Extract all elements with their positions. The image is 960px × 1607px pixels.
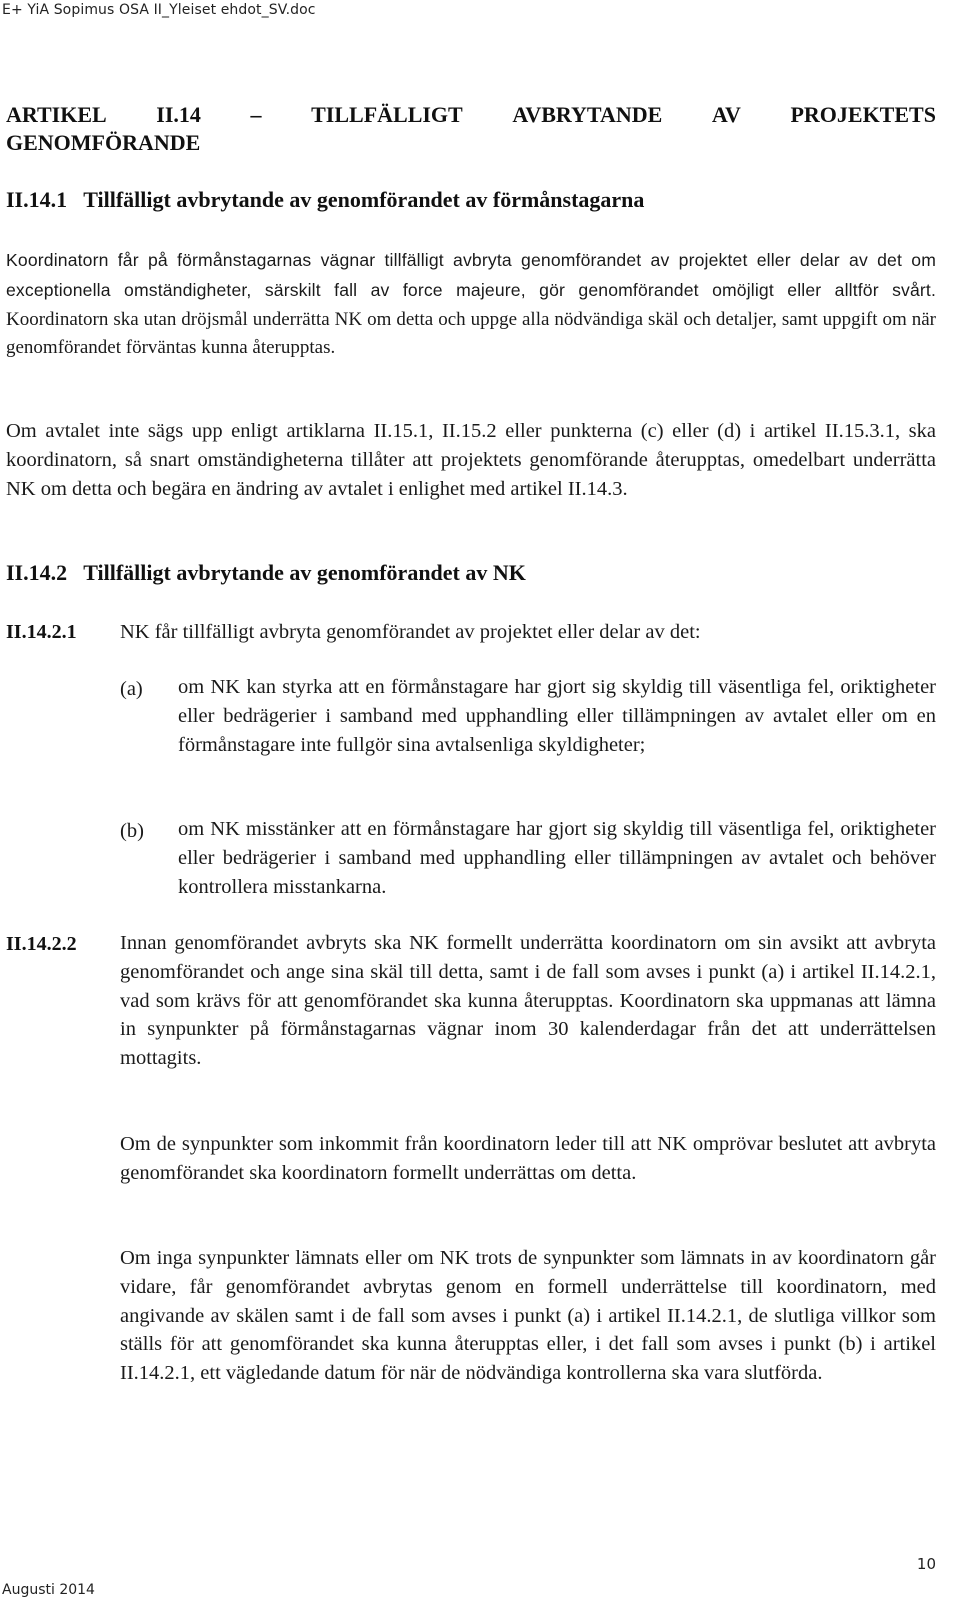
article-title-line1 [6, 101, 936, 129]
document-filename: E+ YiA Sopimus OSA II_Yleiset ehdot_SV.doc [2, 2, 316, 18]
subsection-paragraph-2: Om de synpunkter som inkommit från koordinatorn leder till att NK omprövar beslutet att avbryta genomförandet ska koordinatorn formellt underrättas om detta. [120, 1133, 936, 1184]
title-word: PROJEKTETS [790, 102, 936, 127]
list-item-label: (a) [120, 678, 143, 700]
subsection-number: II.14.2.2 [6, 933, 77, 955]
subsection-intro: NK får tillfälligt avbryta genomförandet av projektet eller delar av det: [120, 621, 701, 643]
article-title-line2: GENOMFÖRANDE [6, 130, 201, 155]
subsection-paragraph-1: Innan genomförandet avbryts ska NK formellt underrätta koordinatorn om sin avsikt att avbryta genomförandet och ange sina skäl till detta, samt i de fall som avses i punkt (a) i artikel II.14.2.1, vad som krävs för att genomförandet ska kunna återupptas. Koordinatorn ska uppmanas att lämna in synpunkter på förmånstagarnas vägnar inom 30 kalenderdagar från det att underrättelsen mottagits. [120, 932, 936, 1070]
title-word: AVBRYTANDE [512, 102, 663, 127]
title-word: AV [711, 102, 741, 127]
footer-date: Augusti 2014 [2, 1582, 95, 1598]
section-1-paragraph-1 [6, 246, 936, 363]
subsection-number: II.14.2.1 [6, 621, 77, 643]
article-title [6, 101, 936, 157]
title-word: TILLFÄLLIGT [311, 102, 463, 127]
list-item-text: om NK misstänker att en förmånstagare har gjort sig skyldig till väsentliga fel, oriktigheter eller bedrägerier i samband med upphandling eller tillämpningen av avtalet och behöver kontrollera misstankarna. [178, 818, 936, 898]
subsection-paragraph-3: Om inga synpunkter lämnats eller om NK trots de synpunkter som lämnats in av koordinatorn går vidare, får genomförandet avbrytas genom en formell underrättelse till koordinatorn, med angivande av skälen samt i de fall som avses i punkt (a) i artikel II.14.2.1, de slutliga villkor som ställs för att genomförandet ska kunna återupptas eller, i det fall som avses i punkt (b) i artikel II.14.2.1, ett vägledande datum för när de nödvändiga kontrollerna ska vara slutförda. [120, 1247, 936, 1385]
page-number: 10 [916, 1555, 936, 1573]
paragraph-sans-text: Koordinatorn får på förmånstagarnas vägnar tillfälligt avbryta genomförandet av projektet eller delar av det om exceptionella omständigheter, särskilt fall av force majeure, gör genomförandet omöjligt eller alltför svårt. [6, 250, 936, 300]
title-word: ARTIKEL [6, 102, 107, 127]
section-1-paragraph-2: Om avtalet inte sägs upp enligt artiklarna II.15.1, II.15.2 eller punkterna (c) eller (d) i artikel II.15.3.1, ska koordinatorn, så snart omständigheterna tillåter att projektets genomförande återupptas, omedelbart underrätta NK om detta och begära en ändring av avtalet i enlighet med artikel II.14.3. [6, 420, 936, 500]
list-item-text: om NK kan styrka att en förmånstagare har gjort sig skyldig till väsentliga fel, oriktigheter eller bedrägerier i samband med upphandling eller tillämpningen av avtalet eller om en förmånstagare inte fullgör sina avtalsenliga skyldigheter; [178, 676, 936, 756]
section-heading-1 [6, 186, 644, 214]
section-title: Tillfälligt avbrytande av genomförandet av NK [83, 560, 526, 585]
section-number: II.14.2 [6, 560, 68, 585]
section-heading-2 [6, 559, 526, 587]
title-word: II.14 [156, 102, 201, 127]
section-title: Tillfälligt avbrytande av genomförandet av förmånstagarna [83, 187, 645, 212]
list-item-label: (b) [120, 820, 144, 842]
paragraph-serif-text: Koordinatorn ska utan dröjsmål underrätta NK om detta och uppge alla nödvändiga skäl och detaljer, samt uppgift om när genomförandet förväntas kunna återupptas. [6, 308, 936, 359]
section-number: II.14.1 [6, 187, 68, 212]
title-dash: – [250, 102, 262, 127]
